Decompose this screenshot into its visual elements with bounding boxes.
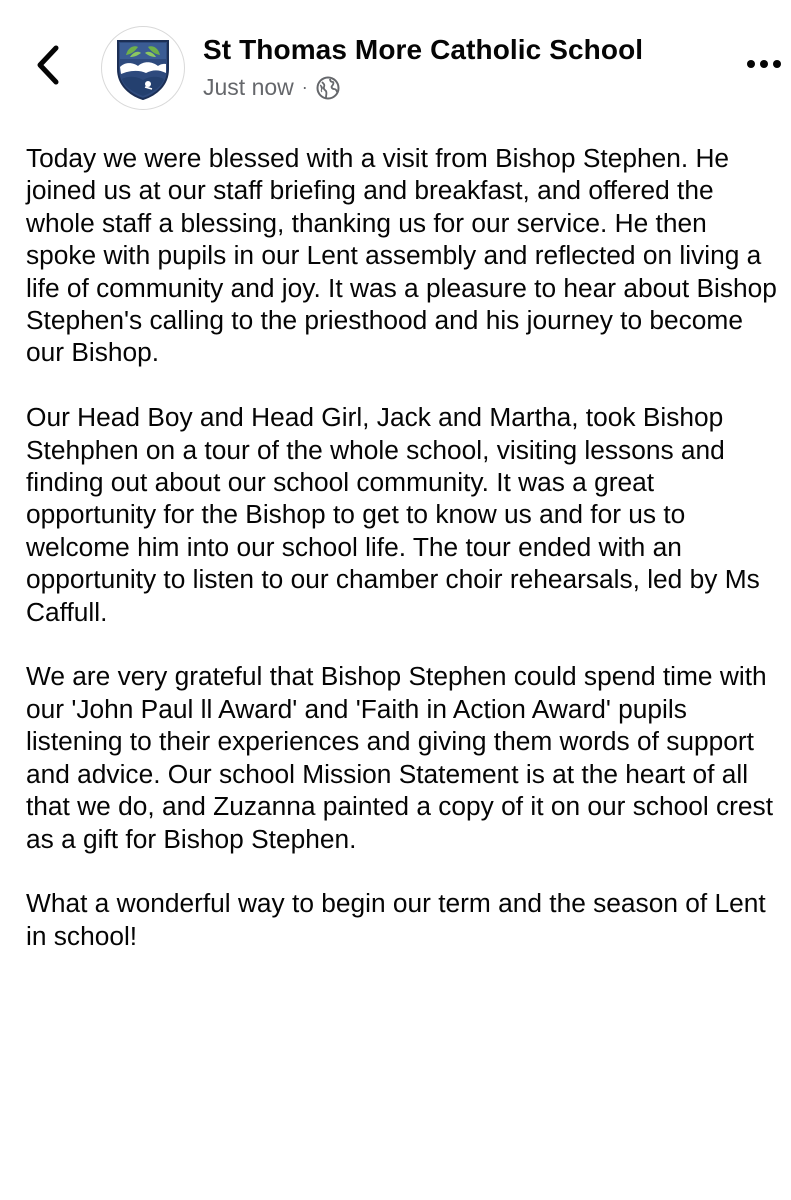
post-paragraph: We are very grateful that Bishop Stephen could spend time with our 'John Paul ll Award' and 'Faith in Action Award' pupils listening to their experiences and giving them words of support and advice. Our school Mission Statement is at the heart of all that we do, and Zuzanna painted a copy of it on our school crest as a gift for Bishop Stephen. <box>26 661 774 854</box>
post-paragraph: What a wonderful way to begin our term and the season of Lent in school! <box>26 888 766 951</box>
meta-separator: · <box>301 77 308 97</box>
post-paragraph: Our Head Boy and Head Girl, Jack and Martha, took Bishop Stehphen on a tour of the whole school, visiting lessons and finding out about our school community. It was a great opportunity for the Bishop to get to know us and for us to welcome him into our school life. The tour ended with an opportunity to listen to our chamber choir rehearsals, led by Ms Caffull. <box>26 402 760 627</box>
post-timestamp[interactable]: Just now <box>203 74 294 100</box>
post-text <box>26 142 781 952</box>
more-horizontal-icon <box>746 59 782 69</box>
more-options-button[interactable] <box>744 52 784 76</box>
back-button[interactable] <box>28 42 68 88</box>
post-header <box>0 0 791 120</box>
post-paragraph: Today we were blessed with a visit from Bishop Stephen. He joined us at our staff briefing and breakfast, and offered the whole staff a blessing, thanking us for our service. He then spoke with pupils in our Lent assembly and reflected on living a life of community and joy. It was a pleasure to hear about Bishop Stephen's calling to the priesthood and his journey to become our Bishop. <box>26 143 777 368</box>
page-name[interactable]: St Thomas More Catholic School <box>203 34 644 65</box>
school-crest-icon <box>108 33 178 103</box>
chevron-left-icon <box>35 44 61 86</box>
globe-icon <box>316 76 340 100</box>
post-meta <box>203 74 340 101</box>
page-avatar[interactable] <box>101 26 185 110</box>
